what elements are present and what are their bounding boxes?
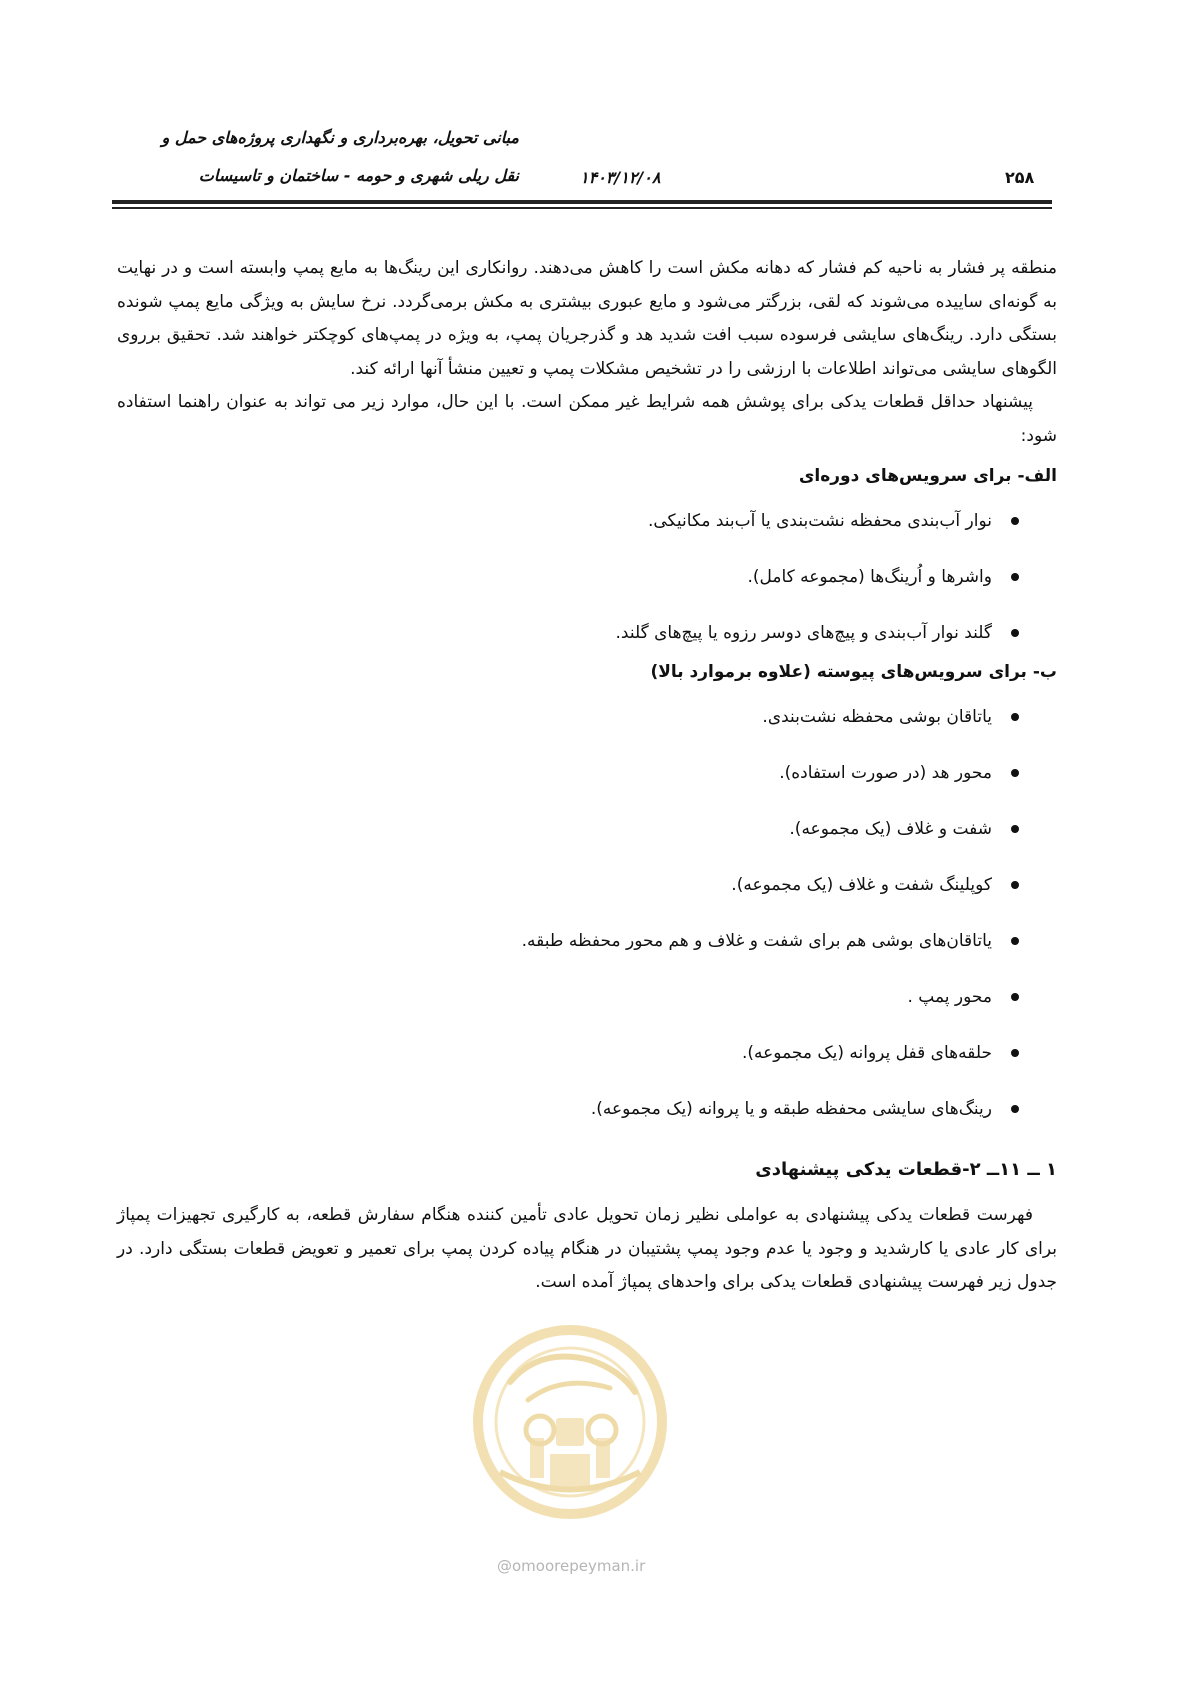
bullet-icon bbox=[1011, 629, 1019, 637]
watermark-url: @omoorepeyman.ir bbox=[497, 1557, 646, 1575]
header-divider-thick bbox=[112, 200, 1052, 204]
list-item-text: یاتاقان بوشی محفظه نشت‌بندی. bbox=[762, 707, 992, 727]
header-title-line-1: مبانی تحویل، بهره‌برداری و نگهداری پروژه‌های حمل و bbox=[161, 128, 519, 147]
omoore-peyman-logo-icon bbox=[470, 1322, 670, 1522]
subheading-periodic-service: الف- برای سرویس‌های دوره‌ای bbox=[798, 466, 1057, 486]
subheading-continuous-service: ب- برای سرویس‌های پیوسته (علاوه برموارد بالا) bbox=[650, 662, 1057, 682]
list-item bbox=[117, 507, 1019, 535]
list-item bbox=[117, 815, 1019, 843]
bullet-icon bbox=[1011, 993, 1019, 1001]
bullet-icon bbox=[1011, 1105, 1019, 1113]
header-date: ۱۴۰۳/۱۲/۰۸ bbox=[580, 168, 661, 187]
list-item bbox=[117, 1095, 1019, 1123]
bullet-icon bbox=[1011, 881, 1019, 889]
continuous-service-list bbox=[117, 703, 1057, 1123]
header-divider-thin bbox=[112, 207, 1052, 209]
list-item-text: شفت و غلاف (یک مجموعه). bbox=[789, 819, 992, 839]
list-item-text: حلقه‌های قفل پروانه (یک مجموعه). bbox=[742, 1043, 992, 1063]
list-item-text: گلند نوار آب‌بندی و پیچ‌های دوسر رزوه یا پیچ‌های گلند. bbox=[615, 623, 992, 643]
body-paragraph-3: فهرست قطعات یدکی پیشنهادی به عواملی نظیر زمان تحویل عادی تأمین کننده هنگام سفارش قطعه، به کارگیری تجهیزات پمپاژ برای کار عادی یا کارشدید و وجود یا عدم وجود پمپ پشتیبان در هنگام پیاده کردن پمپ برای تعمیر و تعویض قطعات بستگی دارد. در جدول زیر فهرست پیشنهادی قطعات یدکی برای واحدهای پمپاژ آمده است. bbox=[117, 1205, 1057, 1292]
bullet-icon bbox=[1011, 1049, 1019, 1057]
list-item bbox=[117, 927, 1019, 955]
header-title-line-2: نقل ریلی شهری و حومه - ساختمان و تاسیسات bbox=[198, 166, 519, 185]
bullet-icon bbox=[1011, 713, 1019, 721]
list-item-text: رینگ‌های سایشی محفظه طبقه و یا پروانه (یک مجموعه). bbox=[590, 1099, 992, 1119]
list-item bbox=[117, 703, 1019, 731]
list-item bbox=[117, 759, 1019, 787]
list-item-text: یاتاقان‌های بوشی هم برای شفت و غلاف و هم محور محفظه طبقه. bbox=[521, 931, 992, 951]
list-item-text: محور پمپ . bbox=[907, 987, 992, 1007]
section-heading: ۱ ــ ۱۱ــ ۲-قطعات یدکی پیشنهادی bbox=[755, 1159, 1057, 1180]
list-item-text: کوپلینگ شفت و غلاف (یک مجموعه). bbox=[731, 875, 992, 895]
list-item bbox=[117, 983, 1019, 1011]
bullet-icon bbox=[1011, 769, 1019, 777]
list-item bbox=[117, 1039, 1019, 1067]
bullet-icon bbox=[1011, 573, 1019, 581]
watermark-url-text: omoorepeyman.ir bbox=[512, 1557, 646, 1575]
list-item-text: محور هد (در صورت استفاده). bbox=[779, 763, 992, 783]
list-item bbox=[117, 871, 1019, 899]
list-item bbox=[117, 563, 1019, 591]
body-paragraph-2: پیشنهاد حداقل قطعات یدکی برای پوشش همه شرایط غیر ممکن است. با این حال، موارد زیر می تواند به عنوان راهنما استفاده شود: bbox=[117, 392, 1057, 446]
periodic-service-list bbox=[117, 507, 1057, 647]
bullet-icon bbox=[1011, 517, 1019, 525]
bullet-icon bbox=[1011, 825, 1019, 833]
list-item bbox=[117, 619, 1019, 647]
body-paragraph-1: منطقه پر فشار به ناحیه کم فشار که دهانه مکش است را کاهش می‌دهند. روانکاری این رینگ‌ها به مایع پمپ وابسته است و در نهایت به گونه‌ای ساییده می‌شوند که لقی، بزرگتر می‌شود و مایع عبوری بیشتری به مکش برمی‌گردد. نرخ سایش به ویژگی مایع پمپ شونده بستگی دارد. رینگ‌های سایشی فرسوده سبب افت شدید هد و گذرجریان پمپ، به ویژه در پمپ‌های کوچکتر خواهند شد. تحقیق برروی الگوهای سایشی می‌تواند اطلاعات با ارزشی را در تشخیص مشکلات پمپ و تعیین منشأ آنها ارائه کند. bbox=[117, 258, 1057, 379]
page-content bbox=[117, 252, 1057, 1300]
list-item-text: واشرها و اُرینگ‌ها (مجموعه کامل). bbox=[747, 567, 992, 587]
page-number: ۲۵۸ bbox=[1005, 168, 1035, 187]
bullet-icon bbox=[1011, 937, 1019, 945]
list-item-text: نوار آب‌بندی محفظه نشت‌بندی یا آب‌بند مکانیکی. bbox=[647, 511, 992, 531]
